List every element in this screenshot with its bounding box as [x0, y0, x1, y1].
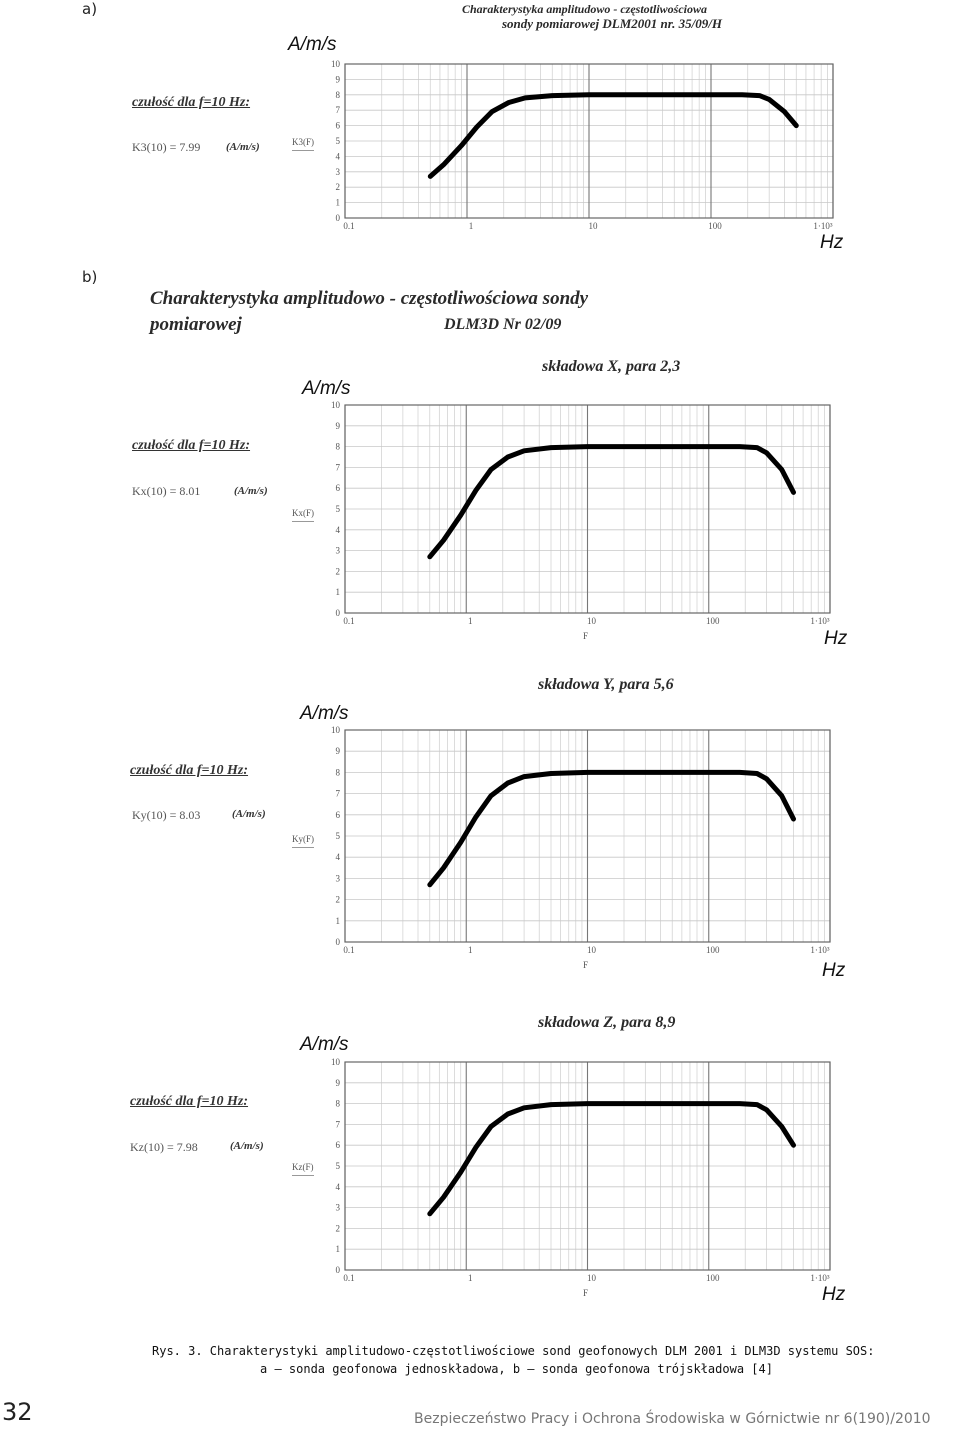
figure-caption-line1: Rys. 3. Charakterystyki amplitudowo-częstotliwościowe sond geofonowych DLM 2001 i DLM3D systemu SOS: — [152, 1344, 875, 1358]
y-tick-label: 2 — [335, 566, 340, 577]
x-tick-label: 100 — [706, 616, 720, 626]
panel-bz-sensitivity-heading: czułość dla f=10 Hz: — [130, 1094, 249, 1109]
part-b-title-line2: pomiarowej — [150, 314, 242, 335]
panel-a-sensitivity-heading: czułość dla f=10 Hz: — [132, 95, 251, 110]
panel-bx-subtitle: składowa X, para 2,3 — [542, 358, 681, 375]
x-tick-label: 1·10³ — [813, 221, 833, 231]
y-tick-label: 1 — [335, 197, 340, 208]
y-tick-label: 5 — [335, 136, 340, 146]
part-b-label: b) — [82, 268, 98, 286]
part-a-title-line1: Charakterystyka amplitudowo - częstotliwościowa — [462, 2, 708, 16]
x-axis-name: F — [582, 960, 589, 970]
panel-bx-sensitivity-heading: czułość dla f=10 Hz: — [132, 438, 251, 453]
panel-by-subtitle: składowa Y, para 5,6 — [538, 676, 674, 693]
y-tick-label: 7 — [335, 462, 340, 473]
x-axis-name: F — [582, 631, 589, 641]
y-tick-label: 2 — [335, 1223, 340, 1234]
y-tick-label: 10 — [331, 1057, 340, 1067]
y-tick-label: 1 — [335, 587, 340, 598]
y-tick-label: 1 — [335, 1244, 340, 1255]
x-tick-label: 10 — [587, 1273, 596, 1283]
page-number: 32 — [2, 1398, 33, 1426]
panel-by-sensitivity-unit: (A/m/s) — [232, 808, 266, 820]
part-a-label: a) — [82, 0, 98, 18]
x-tick-label: 1 — [468, 616, 473, 626]
y-tick-label: 6 — [335, 809, 340, 820]
y-tick-label: 0 — [335, 1265, 340, 1275]
panel-by-x-unit: Hz — [822, 960, 846, 981]
y-tick-label: 10 — [331, 59, 340, 69]
panel-bx-x-unit: Hz — [824, 628, 848, 649]
part-b-device: DLM3D Nr 02/09 — [444, 316, 562, 333]
y-tick-label: 6 — [335, 120, 340, 131]
y-tick-label: 9 — [335, 74, 340, 85]
y-tick-label: 4 — [335, 524, 340, 535]
y-tick-label: 2 — [335, 894, 340, 905]
panel-bx-sensitivity-unit: (A/m/s) — [234, 485, 268, 497]
panel-bx-y-axis-label: Kx(F) — [292, 508, 314, 522]
part-a-title-line2: sondy pomiarowej DLM2001 nr. 35/09/H — [502, 16, 722, 31]
y-tick-label: 8 — [335, 767, 340, 778]
response-curve — [430, 1104, 794, 1214]
panel-by-y-unit: A/m/s — [300, 703, 349, 724]
y-tick-label: 8 — [335, 1098, 340, 1109]
y-tick-label: 3 — [335, 1202, 340, 1213]
y-tick-label: 6 — [335, 483, 340, 494]
x-tick-label: 0.1 — [343, 1273, 355, 1283]
x-axis-name: F — [582, 1288, 589, 1298]
part-b-title-line1: Charakterystyka amplitudowo - częstotliwościowa sondy — [150, 288, 589, 309]
panel-a-y-unit: A/m/s — [288, 34, 337, 55]
panel-by-y-axis-label: Ky(F) — [292, 834, 314, 848]
y-tick-label: 8 — [335, 441, 340, 452]
y-tick-label: 4 — [335, 151, 340, 162]
panel-bx-y-unit: A/m/s — [302, 378, 351, 399]
panel-a-sensitivity-unit: (A/m/s) — [226, 141, 260, 153]
y-tick-label: 9 — [335, 420, 340, 431]
x-tick-label: 10 — [587, 616, 596, 626]
x-tick-label: 1 — [468, 221, 474, 231]
y-tick-label: 6 — [335, 1140, 340, 1151]
panel-bz-sensitivity-value: Kz(10) = 7.98 — [130, 1140, 198, 1154]
y-tick-label: 3 — [335, 166, 340, 177]
panel-bx-sensitivity-value: Kx(10) = 8.01 — [132, 484, 201, 498]
y-tick-label: 0 — [335, 213, 340, 223]
panel-by-sensitivity-heading: czułość dla f=10 Hz: — [130, 763, 249, 778]
x-tick-label: 1·10³ — [810, 1273, 830, 1283]
y-tick-label: 4 — [335, 852, 340, 863]
y-tick-label: 2 — [335, 182, 340, 193]
y-tick-label: 10 — [331, 725, 340, 735]
x-tick-label: 10 — [587, 945, 596, 955]
panel-bz-x-unit: Hz — [822, 1284, 846, 1305]
y-tick-label: 5 — [335, 1161, 340, 1171]
x-tick-label: 0.1 — [343, 221, 355, 231]
panel-bz-y-axis-label: Kz(F) — [292, 1162, 314, 1176]
y-tick-label: 4 — [335, 1181, 340, 1192]
x-tick-label: 100 — [708, 221, 722, 231]
figure-caption-line2: a – sonda geofonowa jednoskładowa, b – sonda geofonowa trójskładowa [4] — [260, 1362, 773, 1376]
panel-a-x-unit: Hz — [820, 232, 844, 253]
x-tick-label: 1 — [468, 945, 473, 955]
y-tick-label: 10 — [331, 400, 340, 410]
panel-bz-sensitivity-unit: (A/m/s) — [230, 1140, 264, 1152]
panel-by-sensitivity-value: Ky(10) = 8.03 — [132, 808, 201, 822]
x-tick-label: 100 — [706, 1273, 720, 1283]
panel-bz-y-unit: A/m/s — [300, 1034, 349, 1055]
y-tick-label: 8 — [335, 89, 340, 100]
x-tick-label: 10 — [588, 221, 598, 231]
y-tick-label: 5 — [335, 504, 340, 514]
y-tick-label: 9 — [335, 1077, 340, 1088]
panel-bz-subtitle: składowa Z, para 8,9 — [538, 1014, 676, 1031]
x-tick-label: 1 — [468, 1273, 473, 1283]
y-tick-label: 7 — [335, 1119, 340, 1130]
x-tick-label: 1·10³ — [810, 616, 830, 626]
y-tick-label: 7 — [335, 105, 340, 116]
y-tick-label: 7 — [335, 788, 340, 799]
x-tick-label: 0.1 — [343, 616, 355, 626]
y-tick-label: 5 — [335, 831, 340, 841]
y-tick-label: 3 — [335, 545, 340, 556]
journal-footer: Bezpieczeństwo Pracy i Ochrona Środowiska w Górnictwie nr 6(190)/2010 — [414, 1411, 931, 1427]
x-tick-label: 100 — [706, 945, 720, 955]
y-tick-label: 3 — [335, 873, 340, 884]
y-tick-label: 1 — [335, 915, 340, 926]
y-tick-label: 0 — [335, 937, 340, 947]
y-tick-label: 0 — [335, 608, 340, 618]
x-tick-label: 1·10³ — [810, 945, 830, 955]
x-tick-label: 0.1 — [343, 945, 355, 955]
y-tick-label: 9 — [335, 746, 340, 757]
panel-a-sensitivity-value: K3(10) = 7.99 — [132, 140, 201, 154]
panel-a-y-axis-label: K3(F) — [292, 137, 314, 151]
